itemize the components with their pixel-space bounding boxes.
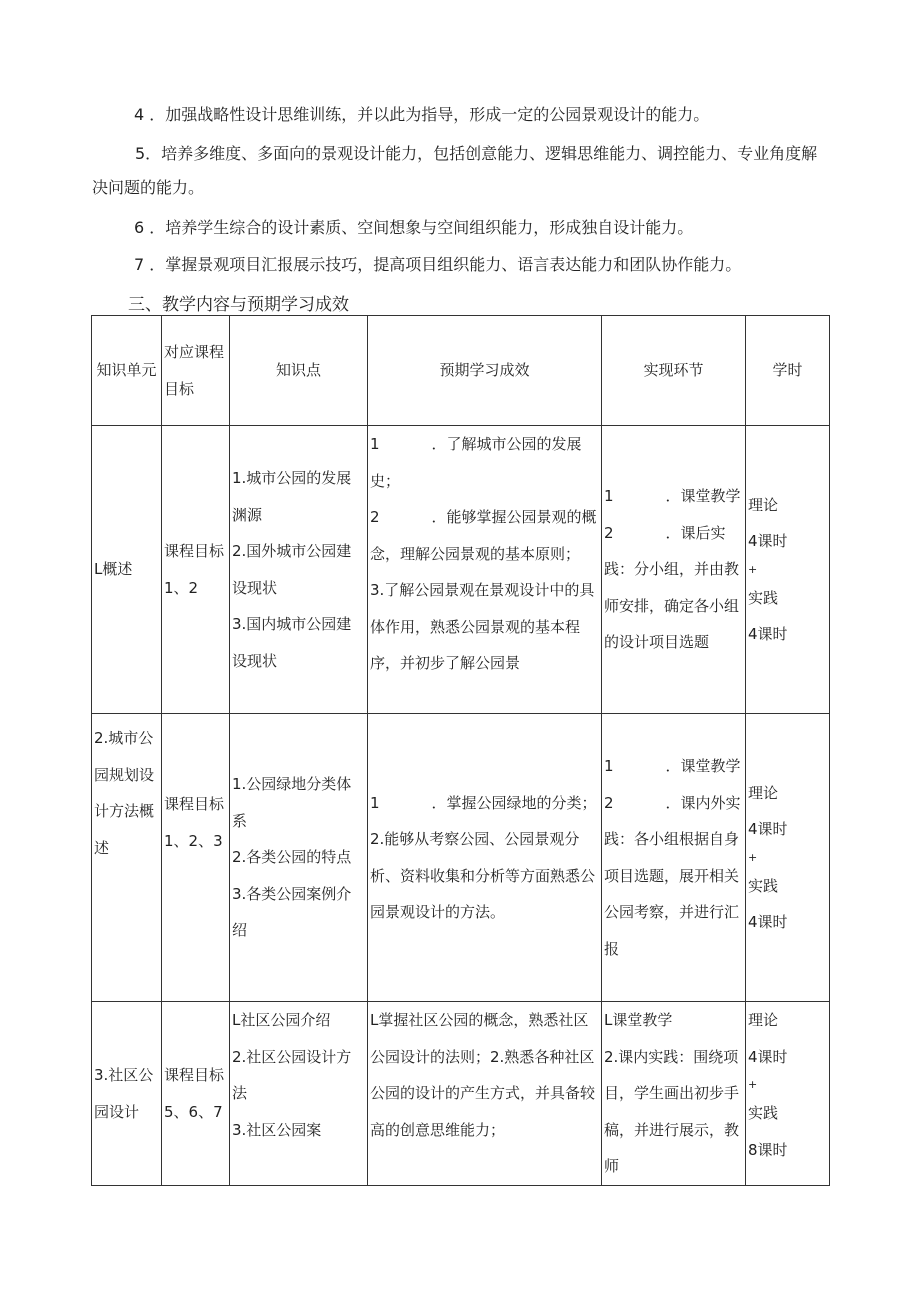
- table-row: [92, 426, 830, 714]
- points-cell: [230, 426, 368, 714]
- unit-cell: 2.城市公园规划设计方法概述: [92, 714, 162, 1002]
- header-goal: 对应课程目标: [162, 316, 230, 426]
- outcome-cell: 1 ．掌握公园绿地的分类； 2.能够从考察公园、公园景观分析、资料收集和分析等方面熟悉公园景观设计的方法。: [368, 714, 602, 1002]
- objective-item-7: 7 ．掌握景观项目汇报展示技巧，提高项目组织能力、语言表达能力和团队协作能力。: [134, 255, 742, 274]
- objective-item-6: 6 ．培养学生综合的设计素质、空间想象与空间组织能力，形成独自设计能力。: [134, 218, 694, 237]
- objective-item-5: 5．培养多维度、多面向的景观设计能力，包括创意能力、逻辑思维能力、调控能力、专业角度解决问题的能力。: [92, 144, 818, 197]
- goal-cell: 课程目标1、2、3: [162, 714, 230, 1002]
- point-item: 2.各类公园的特点: [232, 848, 352, 867]
- outcome-cell: 1 ．了解城市公园的发展史； 2 ．能够掌握公园景观的概念，理解公园景观的基本原则； 3.了解公园景观在景观设计中的具体作用，熟悉公园景观的基本程序，并初步了解公园景: [368, 426, 602, 714]
- hours-cell: 理论 4课时 + 实践 8课时: [746, 1002, 830, 1186]
- goal-cell: 课程目标1、2: [162, 426, 230, 714]
- section-title: 三、教学内容与预期学习成效: [128, 295, 349, 315]
- point-item: 3.国内城市公园建设现状: [232, 615, 352, 670]
- hours-cell: 理论 4课时 + 实践 4课时: [746, 714, 830, 1002]
- point-item: L社区公园介绍: [232, 1011, 331, 1029]
- points-cell: [230, 1002, 368, 1186]
- steps-cell: 1 ．课堂教学 2 ．课内外实践：各小组根据自身项目选题，展开相关公园考察，并进行汇报: [602, 714, 746, 1002]
- table-row: [92, 714, 830, 1002]
- goal-cell: 课程目标5、6、7: [162, 1002, 230, 1186]
- table-row: [92, 1002, 830, 1186]
- header-hours: 学时: [746, 316, 830, 426]
- point-item: 1.公园绿地分类体系: [232, 775, 352, 830]
- outcome-cell: L掌握社区公园的概念，熟悉社区公园设计的法则；2.熟悉各种社区公园的设计的产生方式，并具备较高的创意思维能力；: [368, 1002, 602, 1186]
- header-steps: 实现环节: [602, 316, 746, 426]
- objective-item-4: 4 ．加强战略性设计思维训练，并以此为指导，形成一定的公园景观设计的能力。: [134, 105, 710, 124]
- steps-cell: L课堂教学 2.课内实践：围绕项目，学生画出初步手稿，并进行展示，教师: [602, 1002, 746, 1186]
- point-item: 3.各类公园案例介绍: [232, 884, 352, 940]
- point-item: 3.社区公园案: [232, 1120, 322, 1139]
- header-outcomes: 预期学习成效: [368, 316, 602, 426]
- header-points: 知识点: [230, 316, 368, 426]
- teaching-content-table: [91, 315, 830, 1186]
- hours-cell: 理论 4课时 + 实践 4课时: [746, 426, 830, 714]
- steps-cell: 1 ．课堂教学 2 ．课后实践：分小组，并由教师安排，确定各小组的设计项目选题: [602, 426, 746, 714]
- unit-cell: 3.社区公园设计: [92, 1002, 162, 1186]
- table-header-row: [92, 316, 830, 426]
- point-item: 2.国外城市公园建设现状: [232, 542, 352, 597]
- point-item: 1.城市公园的发展渊源: [232, 469, 352, 524]
- points-cell: [230, 714, 368, 1002]
- unit-cell: L概述: [92, 426, 162, 714]
- header-unit: 知识单元: [92, 316, 162, 426]
- point-item: 2.社区公园设计方法: [232, 1047, 352, 1102]
